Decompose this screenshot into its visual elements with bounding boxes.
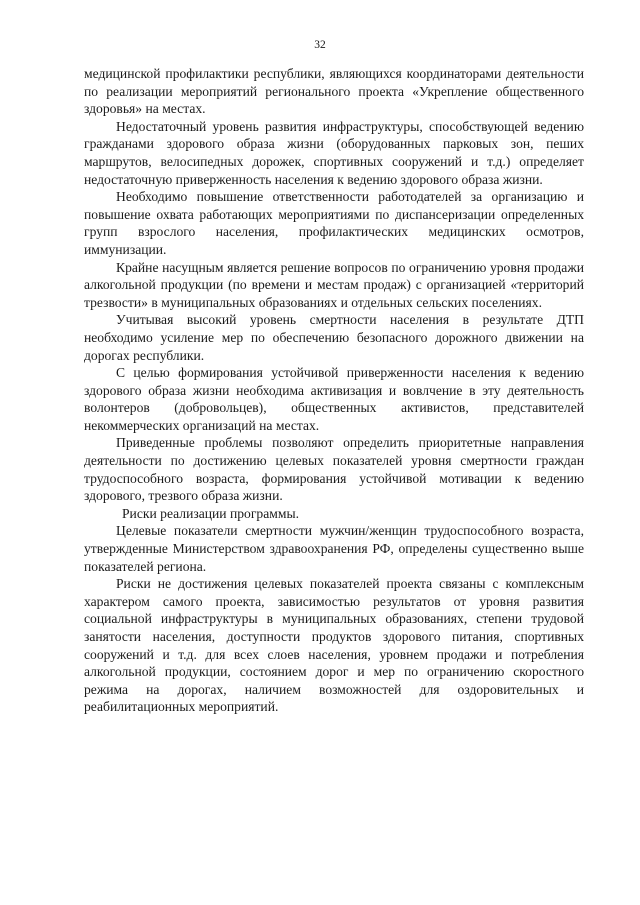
paragraph-employer-responsibility: Необходимо повышение ответственности работодателей за организацию и повышение охвата работающих мероприятиями по диспансеризации определенных групп взрослого населения, профилактических медицинских осмотров, иммунизации.	[84, 189, 584, 257]
paragraph-alcohol-restriction: Крайне насущным является решение вопросов по ограничению уровня продажи алкогольной продукции (по времени и местам продаж) с организацией «территорий трезвости» в муниципальных образованиях и отдельных сельских поселениях.	[84, 259, 584, 310]
paragraph-risk-factors: Риски не достижения целевых показателей проекта связаны с комплексным характером самого проекта, зависимостью результатов от уровня развития социальной инфраструктуры в муниципальных образованиях, степени трудовой занятости населения, доступности продуктов здорового питания, спортивных сооружений и т.д. для всех слоев населения, уровнем продажи и потребления алкогольной продукции, состоянием дорог и мер по ограничению скоростного режима на дорогах, наличием возможностей для оздоровительных и реабилитационных мероприятий.	[84, 576, 584, 715]
paragraph-road-safety: Учитывая высокий уровень смертности населения в результате ДТП необходимо усиление мер по обеспечению безопасного дорожного движении на дорогах республики.	[84, 312, 584, 363]
page-number: 32	[314, 39, 326, 51]
paragraph-continuation: медицинской профилактики республики, являющихся координаторами деятельности по реализации мероприятий регионального проекта «Укрепление общественного здоровья» на местах.	[84, 66, 584, 117]
section-heading-risks: Риски реализации программы.	[122, 505, 299, 521]
document-body	[84, 65, 584, 716]
paragraph-target-indicators: Целевые показатели смертности мужчин/женщин трудоспособного возраста, утвержденные Министерством здравоохранения РФ, определены существенно выше показателей региона.	[84, 523, 584, 574]
paragraph-priorities: Приведенные проблемы позволяют определить приоритетные направления деятельности по достижению целевых показателей уровня смертности граждан трудоспособного возраста, формирования устойчивой мотивации к ведению здорового, трезвого образа жизни.	[84, 435, 584, 504]
paragraph-volunteers: С целью формирования устойчивой приверженности населения к ведению здорового образа жизни необходима активизация и вовлчение в эту деятельность волонтеров (добровольцев), общественных активистов, представителей некоммерческих организаций на местах.	[84, 365, 584, 433]
paragraph-infrastructure: Недостаточный уровень развития инфраструктуры, способствующей ведению гражданами здорового образа жизни (оборудованных парковых зон, пеших маршрутов, велосипедных дорожек, спортивных сооружений и т.д.) определяет недостаточную приверженность населения к ведению здорового образа жизни.	[84, 118, 584, 187]
